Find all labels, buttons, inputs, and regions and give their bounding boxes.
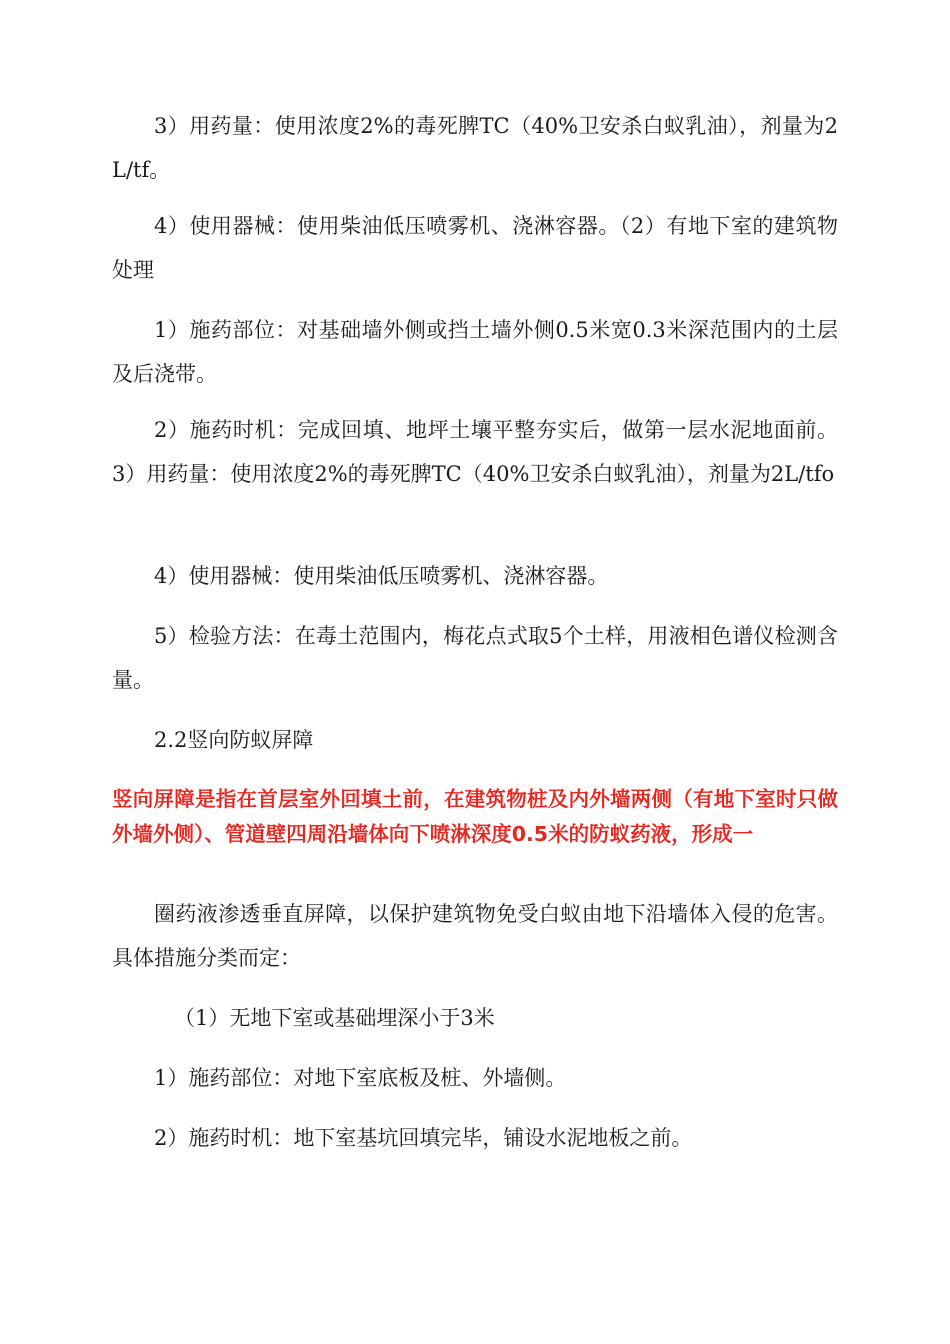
paragraph-application-site-1: 1）施药部位：对基础墙外侧或挡土墙外侧0.5米宽0.3米深范围内的土层及后浇带。 [112, 318, 838, 386]
paragraph-application-timing-2: 2）施药时机：地下室基坑回填完毕，铺设水泥地板之前。 [154, 1126, 693, 1150]
paragraph-application-site-2: 1）施药部位：对地下室底板及桩、外墙侧。 [154, 1066, 567, 1090]
paragraph-barrier-purpose: 圈药液渗透垂直屏障，以保护建筑物免受白蚁由地下沿墙体入侵的危害。具体措施分类而定： [112, 902, 838, 970]
highlighted-paragraph-vertical-barrier: 竖向屏障是指在首层室外回填土前，在建筑物桩及内外墙两侧（有地下室时只做外墙外侧）、管道壁四周沿墙体向下喷淋深度0.5米的防蚁药液，形成一 [112, 787, 838, 846]
subheading-no-basement: （1）无地下室或基础埋深小于3米 [174, 1006, 495, 1030]
section-heading-vertical-barrier: 2.2竖向防蚁屏障 [154, 728, 314, 752]
paragraph-equipment-1: 4）使用器械：使用柴油低压喷雾机、浇淋容器。（2）有地下室的建筑物处理 [112, 214, 838, 282]
paragraph-equipment-2: 4）使用器械：使用柴油低压喷雾机、浇淋容器。 [154, 564, 609, 588]
paragraph-application-timing-1: 2）施药时机：完成回填、地坪土壤平整夯实后，做第一层水泥地面前。3）用药量：使用浓度2%的毒死脾TC（40%卫安杀白蚁乳油），剂量为2L/tfo [112, 418, 838, 486]
paragraph-inspection-method: 5）检验方法：在毒土范围内，梅花点式取5个土样，用液相色谱仪检测含量。 [112, 624, 838, 692]
paragraph-dosage-1: 3）用药量：使用浓度2%的毒死脾TC（40%卫安杀白蚁乳油），剂量为2L/tf。 [112, 114, 838, 182]
